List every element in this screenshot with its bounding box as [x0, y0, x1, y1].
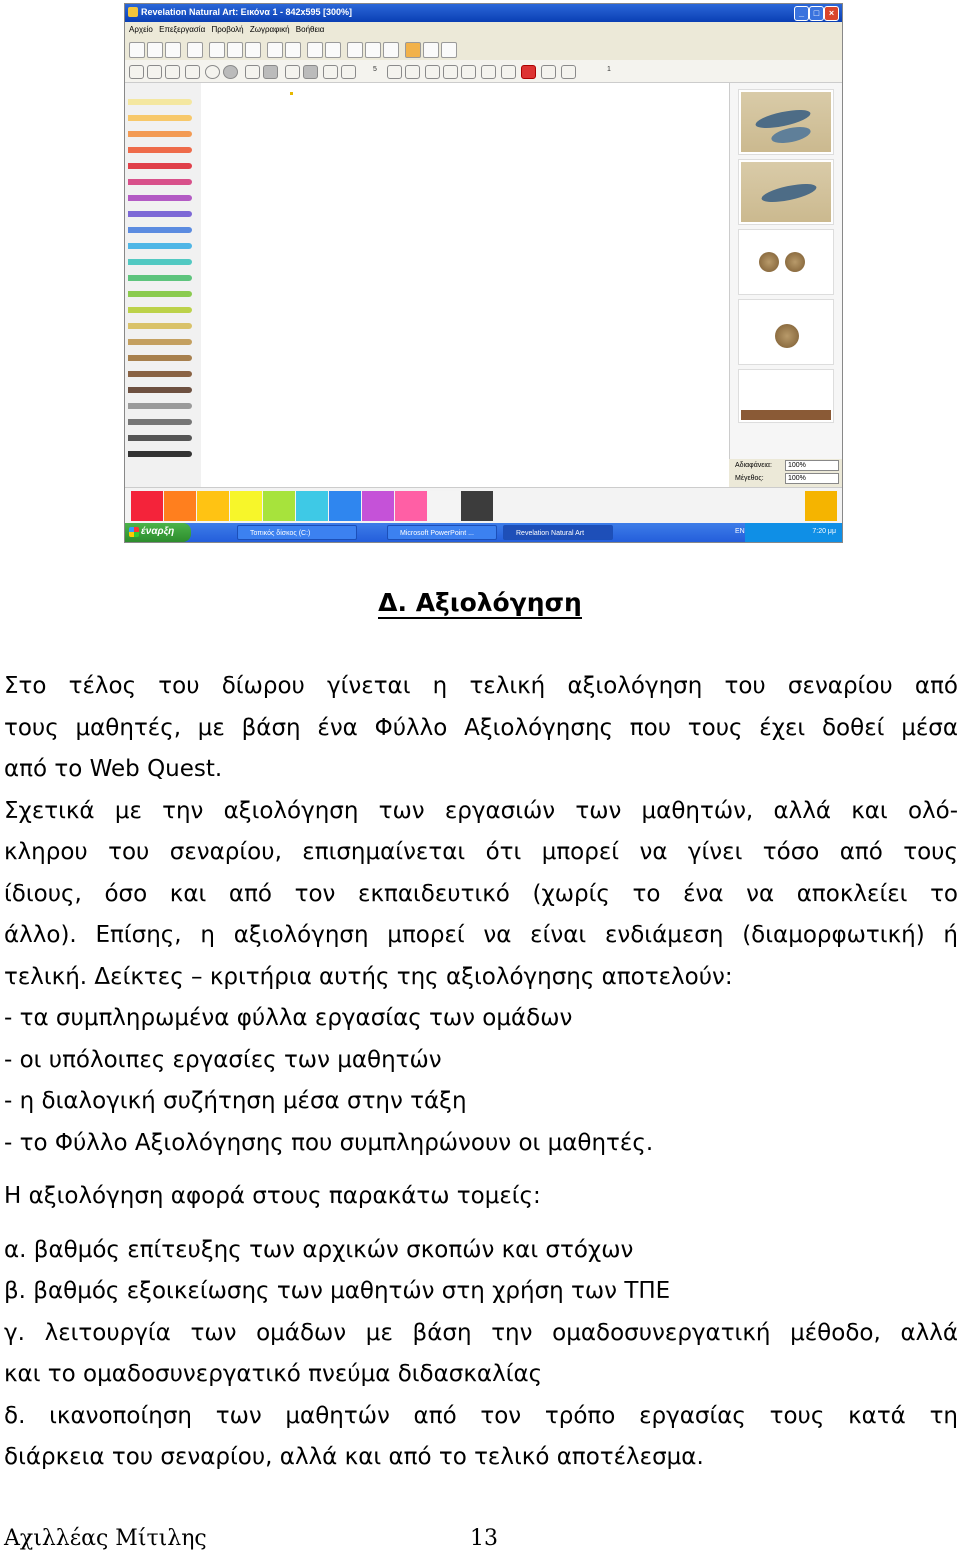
help-icon[interactable]: [383, 42, 399, 58]
menu-view[interactable]: Προβολή: [211, 25, 244, 34]
color-swatch-bar: [125, 487, 842, 524]
drawing-canvas[interactable]: [201, 83, 729, 487]
taskbar-item-revelation[interactable]: Revelation Natural Art: [503, 525, 613, 540]
pencil[interactable]: [128, 355, 192, 361]
menu-painting[interactable]: Ζωγραφική: [249, 25, 290, 34]
menu-file[interactable]: Αρχείο: [129, 25, 153, 34]
taskbar-item-powerpoint[interactable]: Microsoft PowerPoint ...: [387, 525, 497, 540]
current-color-swatch[interactable]: [805, 491, 837, 521]
save-icon[interactable]: [165, 42, 181, 58]
filled-ellipse-icon[interactable]: [223, 65, 238, 79]
pencil[interactable]: [128, 275, 192, 281]
color-swatch[interactable]: [197, 491, 229, 521]
text-line: κληρου του σεναρίου, επισημαίνεται ότι μπορεί να γίνει τόσο από τους: [4, 839, 958, 865]
document-body: [4, 666, 958, 1479]
areas-intro: Η αξιολόγηση αφορά στους παρακάτω τομείς:: [4, 1183, 541, 1209]
copy-icon[interactable]: [227, 42, 243, 58]
layers-icon[interactable]: [423, 42, 439, 58]
canvas-dot: [290, 92, 293, 95]
pencil[interactable]: [128, 195, 192, 201]
brush-icon[interactable]: [307, 42, 323, 58]
filled-rectangle-icon[interactable]: [263, 65, 278, 79]
star-shape-icon[interactable]: [323, 65, 338, 79]
pencil[interactable]: [128, 291, 192, 297]
main-toolbar: [125, 38, 842, 60]
freehand-tool-icon[interactable]: [165, 65, 180, 79]
pencil[interactable]: [128, 435, 192, 441]
gallery-thumb-dolphins-1[interactable]: [738, 89, 834, 155]
print-icon[interactable]: [187, 42, 203, 58]
text-tool-icon[interactable]: [443, 65, 458, 79]
text-line: τους μαθητές, με βάση ένα Φύλλο Αξιολόγησης που τους έχει δοθεί μέσα: [4, 714, 958, 741]
pencil[interactable]: [128, 323, 192, 329]
maximize-icon[interactable]: □: [809, 6, 824, 21]
sides-value[interactable]: 5: [373, 66, 377, 73]
color-swatch[interactable]: [131, 491, 163, 521]
text-line: Στο τέλος του δίωρου γίνεται η τελική αξιολόγηση του σεναρίου από: [4, 673, 958, 699]
opacity-label: Αδιαφάνεια:: [735, 462, 772, 469]
color-swatch[interactable]: [296, 491, 328, 521]
pencil-palette: [125, 83, 202, 487]
text-line: άλλο). Επίσης, η αξιολόγηση μπορεί να είναι ενδιάμεση (διαμορφωτική) ή: [4, 922, 958, 948]
smudge-tool-icon[interactable]: [387, 65, 402, 79]
rectangle-tool-icon[interactable]: [245, 65, 260, 79]
app-icon: [128, 7, 138, 17]
start-label: έναρξη: [141, 526, 175, 537]
crosshair-icon[interactable]: [365, 42, 381, 58]
section-heading: Δ. Αξιολόγηση: [378, 588, 582, 617]
menu-edit[interactable]: Επεξεργασία: [159, 25, 206, 34]
clock[interactable]: 7:20 μμ: [812, 528, 836, 535]
pencil[interactable]: [128, 163, 192, 169]
star-tool-icon[interactable]: [185, 65, 200, 79]
minimize-icon[interactable]: _: [794, 6, 809, 21]
pencil[interactable]: [128, 419, 192, 425]
color-swatch[interactable]: [461, 491, 493, 521]
text-line: Σχετικά με την αξιολόγηση των εργασιών των μαθητών, αλλά και ολό-: [4, 797, 958, 824]
pencil[interactable]: [128, 227, 192, 233]
color-swatch[interactable]: [164, 491, 196, 521]
brush-size-value[interactable]: 1: [607, 66, 611, 73]
pencil[interactable]: [128, 115, 192, 121]
grid-icon[interactable]: [347, 42, 363, 58]
eyedropper-icon[interactable]: [561, 65, 576, 79]
properties-panel: [729, 459, 842, 487]
redo-icon[interactable]: [285, 42, 301, 58]
pencil[interactable]: [128, 131, 192, 137]
clone-tool-icon[interactable]: [481, 65, 496, 79]
lasso-tool-icon[interactable]: [405, 65, 420, 79]
windows-taskbar: [125, 523, 842, 542]
area-item: και το ομαδοσυνεργατικό πνεύμα διδασκαλίας: [4, 1361, 543, 1387]
menu-help[interactable]: Βοήθεια: [295, 25, 325, 34]
area-item: διάρκεια του σεναρίου, αλλά και από το τελικό αποτέλεσμα.: [4, 1444, 704, 1470]
footer-author: Αχιλλέας Μίτιλης: [4, 1526, 207, 1551]
gallery-thumb-coins[interactable]: [738, 229, 834, 295]
start-button[interactable]: [125, 523, 191, 542]
size-label: Μέγεθος:: [735, 475, 764, 482]
bullet-item: - το Φύλλο Αξιολόγησης που συμπληρώνουν οι μαθητές.: [4, 1129, 654, 1156]
close-icon[interactable]: ×: [824, 6, 839, 21]
zoom-icon[interactable]: [441, 42, 457, 58]
pencil[interactable]: [128, 371, 192, 377]
fill-tool-icon[interactable]: [501, 65, 516, 79]
menubar: [125, 22, 842, 38]
undo-icon[interactable]: [267, 42, 283, 58]
polygon-tool-icon[interactable]: [285, 65, 300, 79]
text-line: ίδιους, όσο και από τον εκπαιδευτικό (χωρίς το ένα να αποκλείει το: [4, 880, 958, 907]
bullet-item: - τα συμπληρωμένα φύλλα εργασίας των ομάδων: [4, 1005, 573, 1031]
color-swatch[interactable]: [230, 491, 262, 521]
filled-polygon-icon[interactable]: [303, 65, 318, 79]
app-screenshot: [124, 3, 843, 543]
pencil[interactable]: [128, 211, 192, 217]
ellipse-tool-icon[interactable]: [205, 65, 220, 79]
color-swatch[interactable]: [263, 491, 295, 521]
pencil[interactable]: [128, 243, 192, 249]
pencil[interactable]: [128, 259, 192, 265]
open-icon[interactable]: [147, 42, 163, 58]
area-item: β. βαθμός εξοικείωσης των μαθητών στη χρήση των ΤΠΕ: [4, 1278, 671, 1304]
pen-icon[interactable]: [325, 42, 341, 58]
pencil[interactable]: [128, 451, 192, 457]
pencil[interactable]: [128, 179, 192, 185]
gallery-thumb-fragment[interactable]: [738, 369, 834, 423]
gallery-thumb-dolphins-2[interactable]: [738, 159, 834, 225]
text-line: από το Web Quest.: [4, 756, 223, 782]
page-number: 13: [470, 1526, 498, 1551]
stamp-tool-icon[interactable]: [461, 65, 476, 79]
window-title: Revelation Natural Art: Εικόνα 1 - 842x595 [300%]: [141, 7, 352, 17]
curve-tool-icon[interactable]: [147, 65, 162, 79]
color-swatch[interactable]: [362, 491, 394, 521]
window-titlebar: [125, 4, 842, 22]
area-item: γ. λειτουργία των ομάδων με βάση την ομαδοσυνεργατική μέθοδο, αλλά: [4, 1319, 958, 1346]
text-line: τελική. Δείκτες – κριτήρια αυτής της αξιολόγησης αποτελούν:: [4, 963, 733, 990]
paste-icon[interactable]: [245, 42, 261, 58]
opacity-field[interactable]: 100%: [785, 460, 839, 471]
cut-icon[interactable]: [209, 42, 225, 58]
filled-star-icon[interactable]: [341, 65, 356, 79]
language-indicator[interactable]: EN: [735, 528, 745, 535]
select-tool-icon[interactable]: [425, 65, 440, 79]
paint-bucket-icon[interactable]: [521, 65, 536, 79]
bullet-item: - η διαλογική συζήτηση μέσα στην τάξη: [4, 1088, 467, 1114]
new-icon[interactable]: [129, 42, 145, 58]
pencil[interactable]: [128, 307, 192, 313]
size-field[interactable]: 100%: [785, 473, 839, 484]
bullet-item: - οι υπόλοιπες εργασίες των μαθητών: [4, 1046, 442, 1073]
area-item: α. βαθμός επίτευξης των αρχικών σκοπών και στόχων: [4, 1236, 634, 1263]
area-item: δ. ικανοποίηση των μαθητών από τον τρόπο εργασίας τους κατά τη: [4, 1402, 958, 1429]
pencil[interactable]: [128, 403, 192, 409]
gallery-thumb-seal[interactable]: [738, 299, 834, 365]
pencil[interactable]: [128, 147, 192, 153]
color-swatch[interactable]: [428, 491, 460, 521]
image-gallery: [729, 83, 843, 459]
pencil[interactable]: [128, 99, 192, 105]
line-tool-icon[interactable]: [129, 65, 144, 79]
taskbar-item-drive[interactable]: Τοπικός δίσκος (C:): [237, 525, 357, 540]
eraser-tool-icon[interactable]: [541, 65, 556, 79]
color-swatch[interactable]: [395, 491, 427, 521]
color-swatch[interactable]: [329, 491, 361, 521]
drawing-toolbar: [125, 60, 842, 83]
pencil[interactable]: [128, 387, 192, 393]
system-tray: [745, 523, 842, 542]
pencil[interactable]: [128, 339, 192, 345]
windows-logo-icon: [129, 527, 139, 537]
person-icon[interactable]: [405, 42, 421, 58]
